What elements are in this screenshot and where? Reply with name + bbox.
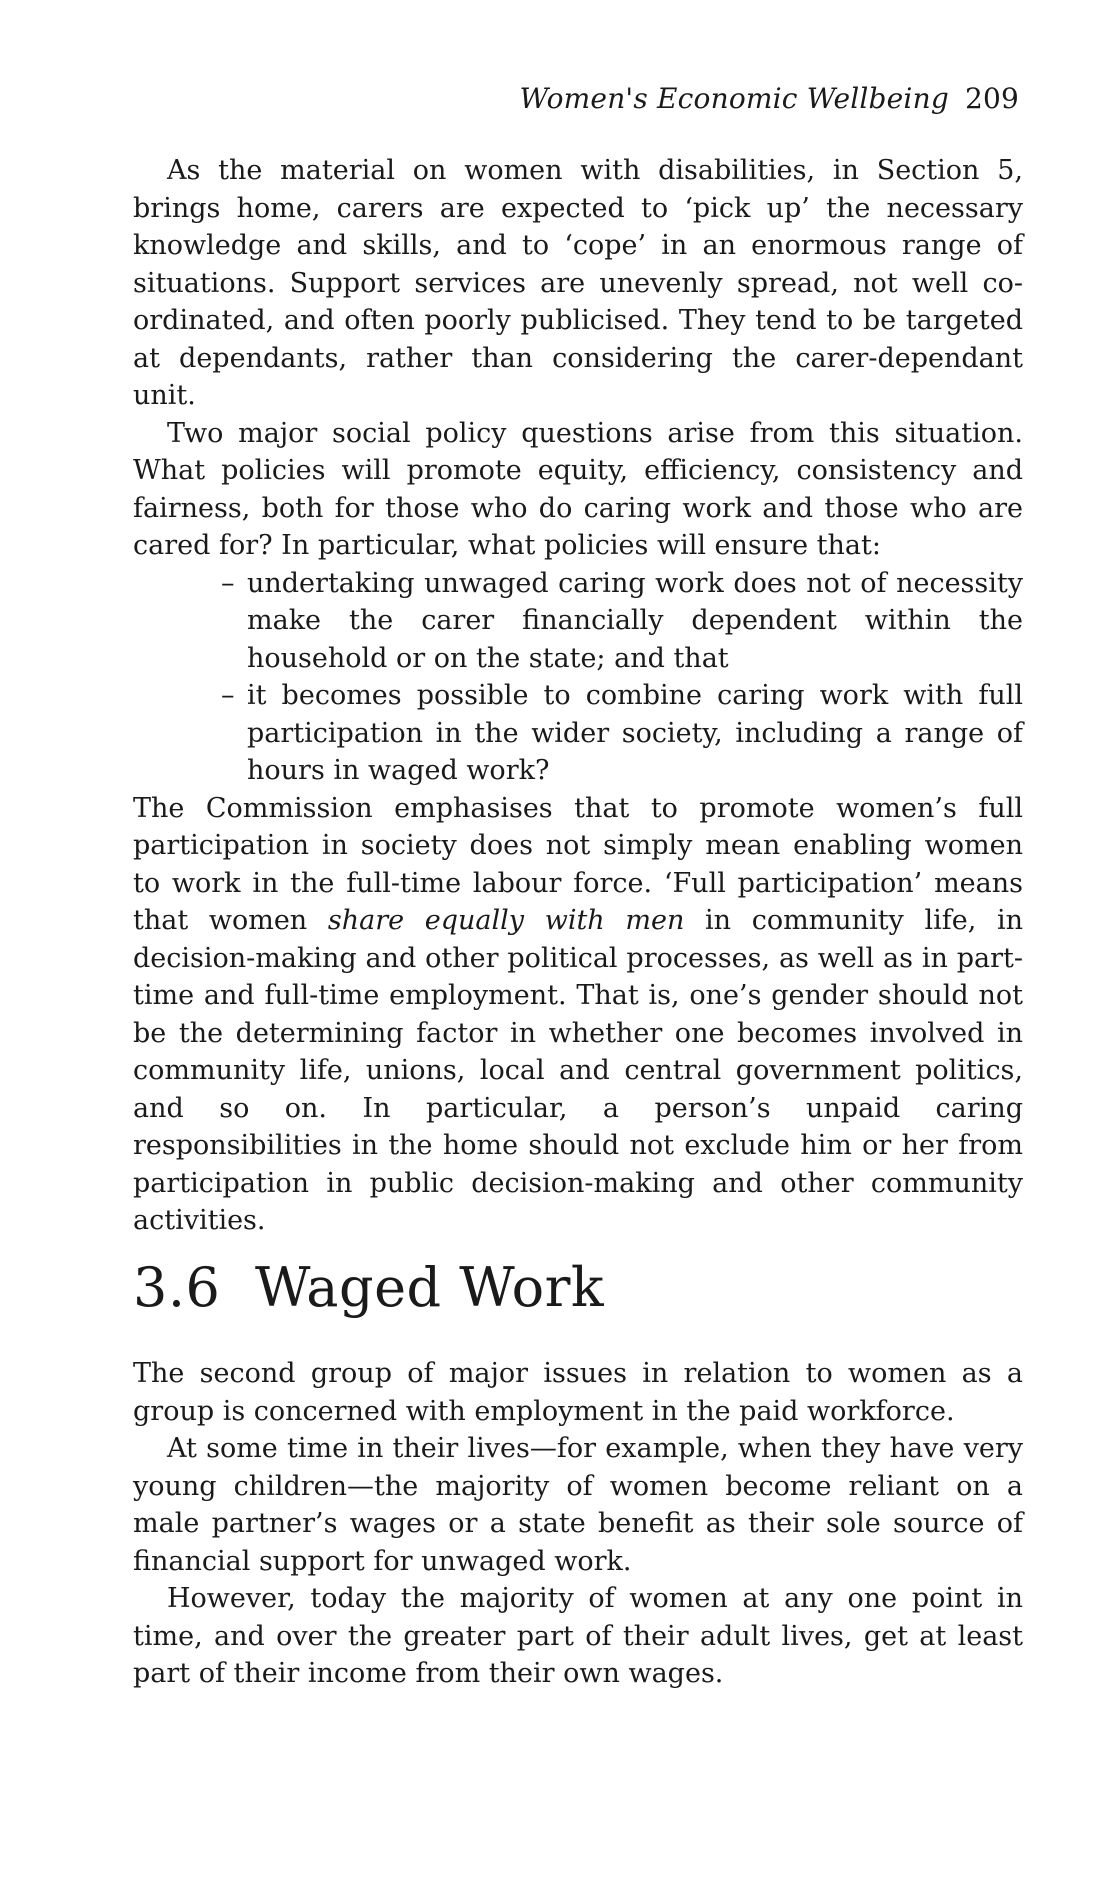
body-text-top: [133, 152, 1023, 1240]
body-text-bottom: [133, 1355, 1023, 1693]
list-item: [221, 565, 1023, 678]
paragraph-full-participation: [133, 790, 1023, 1240]
section-title: Waged Work: [255, 1256, 605, 1319]
paragraph-employment-issues: The second group of major issues in relation to women as a group is concerned with employment in the paid workforce.: [133, 1358, 1023, 1427]
running-title: Women's Economic Wellbeing: [519, 82, 949, 115]
participation-text-start: The Commission emphasises that to promote women’s full participation in society does not simply mean enabling women to work in the full-time labour force. ‘Full participation’ means that women: [133, 792, 1023, 936]
paragraph-own-wages: However, today the majority of women at any one point in time, and over the greater part of their adult lives, get at least part of their income from their own wages.: [133, 1583, 1023, 1689]
list-dash: –: [221, 680, 235, 711]
page-number: 209: [964, 82, 1019, 115]
section-number: 3.6: [133, 1256, 221, 1319]
paragraph-reliance: At some time in their lives—for example, when they have very young children—the majority of women become reliant on a male partner’s wages or a state benefit as their sole source of financial support for unwaged work.: [133, 1433, 1023, 1577]
policy-list: [133, 565, 1023, 790]
participation-text-end: in community life, in decision-making and other political processes, as well as in part-time and full-time employment. That is, one’s gender should not be the determining factor in whether one becomes involved in community life, unions, local and central government politics, and so on. In particular, a person’s unpaid caring responsibilities in the home should not exclude him or her from participation in public decision-making and other community activities.: [133, 905, 1023, 1236]
list-item: [221, 677, 1023, 790]
participation-emphasis: share equally with men: [327, 905, 685, 936]
list-dash: –: [221, 567, 235, 599]
paragraph-carers-support: As the material on women with disabilities, in Section 5, brings home, carers are expected to ‘pick up’ the necessary knowledge and skills, and to ‘cope’ in an enormous range of situations. Support services are unevenly spread, not well co-ordinated, and often poorly publicised. They tend to be targeted at dependants, rather than considering the carer-dependant unit.: [133, 155, 1023, 411]
list-item-text: undertaking unwaged caring work does not of necessity make the carer financially dependent within the household or on the state; and that: [247, 567, 1023, 674]
running-head: [520, 82, 1019, 115]
list-item-text: it becomes possible to combine caring work with full participation in the wider society, including a range of hours in waged work?: [247, 680, 1023, 786]
section-heading: [133, 1256, 604, 1319]
paragraph-policy-questions: Two major social policy questions arise from this situation. What policies will promote equity, efficiency, consistency and fairness, both for those who do caring work and those who are cared for? In particular, what policies will ensure that:: [133, 417, 1023, 561]
